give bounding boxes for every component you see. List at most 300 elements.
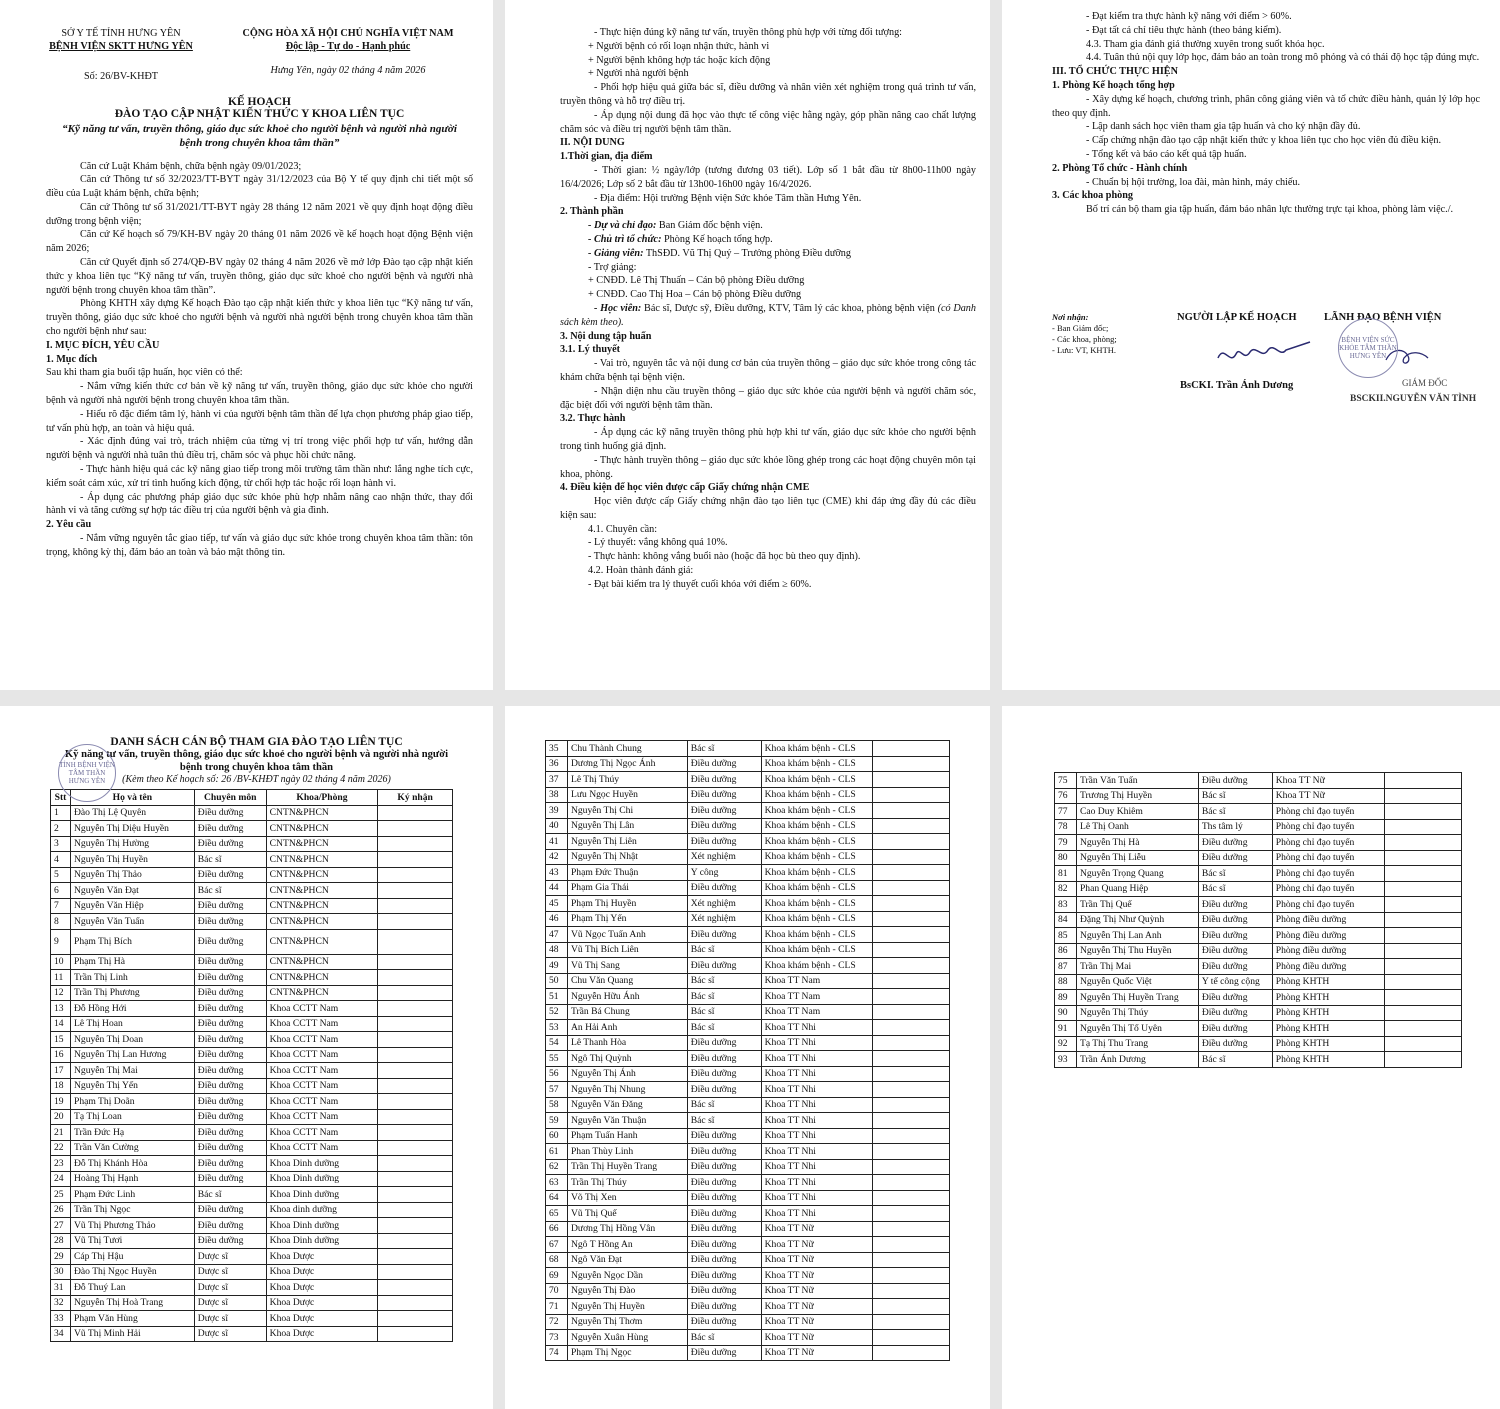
row-sign bbox=[873, 1066, 950, 1082]
table-row bbox=[1055, 1036, 1462, 1052]
row-role: Điều dưỡng bbox=[1198, 1021, 1272, 1037]
country-name: CỘNG HÒA XÃ HỘI CHỦ NGHĨA VIỆT NAM bbox=[242, 28, 454, 39]
row-sign bbox=[873, 973, 950, 989]
row-sign bbox=[1384, 1005, 1461, 1021]
row-name: Cao Duy Khiêm bbox=[1076, 804, 1198, 820]
col-sign: Ký nhận bbox=[378, 790, 453, 806]
row-sign bbox=[378, 1078, 453, 1094]
row-name: Nguyễn Thị Nhung bbox=[567, 1082, 687, 1098]
row-dept: Khoa CCTT Nam bbox=[266, 1063, 378, 1079]
row-dept: Khoa khám bệnh - CLS bbox=[761, 958, 873, 974]
row-dept: Khoa TT Nữ bbox=[761, 1330, 873, 1346]
row-role: Xét nghiệm bbox=[687, 849, 761, 865]
dept-task-1: Bố trí cán bộ tham gia tập huấn, đảm bảo nhân lực thường trực tại khoa, phòng làm việc./. bbox=[1086, 204, 1454, 216]
row-role: Bác sĩ bbox=[687, 1020, 761, 1036]
row-name: Đào Thị Lệ Quyên bbox=[70, 805, 194, 821]
table-row bbox=[546, 1175, 950, 1191]
khth-task-3: - Cấp chứng nhận đào tạo cập nhật kiến thức y khoa liên tục cho học viên đủ điều kiện. bbox=[1086, 135, 1442, 147]
row-role: Điều dưỡng bbox=[194, 1078, 266, 1094]
row-name: Nguyễn Văn Tuấn bbox=[70, 914, 194, 930]
row-name: Phạm Thị Ngọc bbox=[567, 1345, 687, 1361]
assistant-key: - Trợ giảng: bbox=[588, 261, 637, 273]
row-stt: 19 bbox=[51, 1094, 71, 1110]
preparer-name: BsCKI. Trần Ánh Dương bbox=[1180, 380, 1294, 391]
section-2-3-2-heading: 3.2. Thực hành bbox=[560, 413, 626, 425]
row-stt: 66 bbox=[546, 1221, 568, 1237]
row-role: Điều dưỡng bbox=[687, 880, 761, 896]
table-row bbox=[51, 1047, 453, 1063]
row-sign bbox=[378, 1032, 453, 1048]
row-role: Điều dưỡng bbox=[194, 1125, 266, 1141]
admin-task-1: - Chuẩn bị hội trường, loa đài, màn hình, máy chiếu. bbox=[1086, 176, 1301, 188]
row-dept: Khoa Dinh dưỡng bbox=[266, 1171, 378, 1187]
khth-task-1: - Xây dựng kế hoạch, chương trình, phân công giảng viên và tổ chức điều hành, quản lý lớp học theo quy định. bbox=[1052, 93, 1480, 119]
recipients-title: Nơi nhận: bbox=[1052, 312, 1089, 322]
table-row bbox=[546, 1020, 950, 1036]
cme-2-c: - Đạt tất cả chỉ tiêu thực hành (theo bảng kiểm). bbox=[1086, 24, 1282, 36]
row-sign bbox=[1384, 943, 1461, 959]
row-role: Bác sĩ bbox=[687, 989, 761, 1005]
row-name: Trần Văn Tuấn bbox=[1076, 773, 1198, 789]
table-row bbox=[546, 1268, 950, 1284]
organizer-key: - Chủ trì tổ chức: bbox=[588, 233, 662, 245]
table-row bbox=[1055, 974, 1462, 990]
row-dept: Phòng KHTH bbox=[1272, 1036, 1384, 1052]
row-role: Điều dưỡng bbox=[687, 1283, 761, 1299]
cme-1: 4.1. Chuyên cần: bbox=[588, 523, 658, 535]
req-3: - Phối hợp hiệu quả giữa bác sĩ, điều dưỡng và nhân viên xét nghiệm trong quá trình tư vấn, truyền thông và hỗ trợ điều trị. bbox=[560, 82, 976, 107]
row-role: Điều dưỡng bbox=[1198, 959, 1272, 975]
row-stt: 14 bbox=[51, 1016, 71, 1032]
row-stt: 63 bbox=[546, 1175, 568, 1191]
row-stt: 2 bbox=[51, 821, 71, 837]
row-dept: Khoa TT Nữ bbox=[761, 1221, 873, 1237]
table-row bbox=[51, 1249, 453, 1265]
row-stt: 62 bbox=[546, 1159, 568, 1175]
row-name: Đỗ Thị Khánh Hòa bbox=[70, 1156, 194, 1172]
row-role: Y tế công cộng bbox=[1198, 974, 1272, 990]
row-dept: Khoa khám bệnh - CLS bbox=[761, 741, 873, 757]
row-stt: 22 bbox=[51, 1140, 71, 1156]
row-dept: Khoa dinh dưỡng bbox=[266, 1202, 378, 1218]
row-sign bbox=[873, 942, 950, 958]
row-sign bbox=[873, 772, 950, 788]
section-3-1-heading: 1. Phòng Kế hoạch tổng hợp bbox=[1052, 79, 1175, 91]
purpose-3: - Xác định đúng vai trò, trách nhiệm của từng vị trí trong việc phối hợp tư vấn, hướng dẫn người bệnh và người nhà tuân thủ điều trị, chăm sóc và phục hồi chức năng. bbox=[46, 436, 473, 462]
row-name: Nguyễn Thị Ánh bbox=[567, 1066, 687, 1082]
row-stt: 67 bbox=[546, 1237, 568, 1253]
lecturer-key: - Giảng viên: bbox=[588, 247, 644, 259]
table-row bbox=[546, 1299, 950, 1315]
attendee-table-1 bbox=[50, 789, 453, 1342]
row-name: Nguyễn Thị Nhật bbox=[567, 849, 687, 865]
row-dept: CNTN&PHCN bbox=[266, 970, 378, 986]
row-stt: 58 bbox=[546, 1097, 568, 1113]
row-stt: 60 bbox=[546, 1128, 568, 1144]
row-sign bbox=[873, 741, 950, 757]
row-stt: 35 bbox=[546, 741, 568, 757]
plan-title: KẾ HOẠCH bbox=[228, 95, 291, 108]
row-name: Trần Thị Linh bbox=[70, 970, 194, 986]
row-sign bbox=[378, 929, 453, 954]
row-sign bbox=[378, 1311, 453, 1327]
row-name: Phan Thùy Linh bbox=[567, 1144, 687, 1160]
row-role: Điều dưỡng bbox=[194, 914, 266, 930]
row-name: Vũ Thị Sang bbox=[567, 958, 687, 974]
row-dept: Khoa khám bệnh - CLS bbox=[761, 896, 873, 912]
row-stt: 3 bbox=[51, 836, 71, 852]
section-3-2-heading: 2. Phòng Tổ chức - Hành chính bbox=[1052, 162, 1188, 174]
row-sign bbox=[873, 865, 950, 881]
table-row bbox=[51, 898, 453, 914]
row-dept: CNTN&PHCN bbox=[266, 914, 378, 930]
row-stt: 87 bbox=[1055, 959, 1077, 975]
cme-2-b: - Đạt kiểm tra thực hành kỹ năng với điểm > 60%. bbox=[1086, 11, 1292, 22]
row-stt: 34 bbox=[51, 1326, 71, 1342]
row-sign bbox=[1384, 866, 1461, 882]
row-name: Nguyễn Ngọc Dần bbox=[567, 1268, 687, 1284]
basis-1: Căn cứ Luật Khám bệnh, chữa bệnh ngày 09/01/2023; bbox=[80, 160, 302, 172]
row-dept: Khoa Dược bbox=[266, 1326, 378, 1342]
row-sign bbox=[378, 898, 453, 914]
row-role: Y công bbox=[687, 865, 761, 881]
table-row bbox=[51, 1001, 453, 1017]
row-name: Nguyễn Xuân Hùng bbox=[567, 1330, 687, 1346]
row-role: Điều dưỡng bbox=[687, 1175, 761, 1191]
row-name: Nguyễn Thị Thu Huyền bbox=[1076, 943, 1198, 959]
row-dept: CNTN&PHCN bbox=[266, 852, 378, 868]
participants-lead-value: Ban Giám đốc bệnh viện. bbox=[656, 220, 763, 232]
row-stt: 25 bbox=[51, 1187, 71, 1203]
row-dept: Khoa TT Nữ bbox=[761, 1268, 873, 1284]
time-text: - Thời gian: ½ ngày/lớp (tương đương 03 tiết). Lớp số 1 bắt đầu từ 8h00-11h00 ngày 16/4/2026; Lớp số 2 bắt đầu từ 13h00-16h00 ngày 16/4/2026. bbox=[560, 164, 976, 190]
table-row bbox=[546, 1206, 950, 1222]
preparer-title: NGƯỜI LẬP KẾ HOẠCH bbox=[1177, 312, 1297, 323]
table-row bbox=[51, 1233, 453, 1249]
row-sign bbox=[378, 970, 453, 986]
row-dept: Khoa khám bệnh - CLS bbox=[761, 865, 873, 881]
recipient-1: - Ban Giám đốc; bbox=[1052, 323, 1109, 333]
row-sign bbox=[873, 1206, 950, 1222]
section-3-heading: III. TỔ CHỨC THỰC HIỆN bbox=[1052, 66, 1178, 78]
row-name: Hoàng Thị Hạnh bbox=[70, 1171, 194, 1187]
table-row bbox=[546, 756, 950, 772]
purpose-1: - Nắm vững kiến thức cơ bản về kỹ năng tư vấn, truyền thông, giáo dục sức khỏe cho người bệnh và người nhà người bệnh trong chuyên khoa tâm thần. bbox=[46, 381, 473, 407]
theory-2: - Nhận diện nhu cầu truyền thông – giáo dục sức khỏe của người bệnh và người chăm sóc, đặc biệt đối với người bệnh tâm thần. bbox=[560, 385, 976, 411]
table-row bbox=[51, 1156, 453, 1172]
row-stt: 36 bbox=[546, 756, 568, 772]
row-role: Điều dưỡng bbox=[687, 1252, 761, 1268]
table-row bbox=[51, 1140, 453, 1156]
table-row bbox=[1055, 804, 1462, 820]
row-name: Phan Quang Hiệp bbox=[1076, 881, 1198, 897]
row-role: Điều dưỡng bbox=[194, 985, 266, 1001]
row-dept: Khoa TT Nữ bbox=[1272, 788, 1384, 804]
row-stt: 48 bbox=[546, 942, 568, 958]
cme-intro: Học viên được cấp Giấy chứng nhận đào tạo liên tục (CME) khi đáp ứng đầy đủ các điều kiện sau: bbox=[560, 496, 976, 521]
row-stt: 23 bbox=[51, 1156, 71, 1172]
row-role: Điều dưỡng bbox=[194, 821, 266, 837]
row-role: Điều dưỡng bbox=[687, 818, 761, 834]
row-dept: Khoa TT Nữ bbox=[761, 1299, 873, 1315]
table-row bbox=[546, 772, 950, 788]
row-dept: Khoa TT Nhi bbox=[761, 1113, 873, 1129]
row-name: Phạm Thị Hà bbox=[70, 954, 194, 970]
row-stt: 15 bbox=[51, 1032, 71, 1048]
row-stt: 80 bbox=[1055, 850, 1077, 866]
director-name: BSCKII.NGUYỄN VĂN TÌNH bbox=[1350, 394, 1477, 404]
row-sign bbox=[378, 1280, 453, 1296]
recipients bbox=[1052, 312, 1117, 356]
requirement-1: - Nắm vững nguyên tắc giao tiếp, tư vấn và giáo dục sức khỏe trong chuyên khoa tâm thần: tôn trọng, không kỳ thị, đảm bảo an toàn và bảo mật thông tin. bbox=[46, 533, 473, 558]
row-stt: 76 bbox=[1055, 788, 1077, 804]
table-row bbox=[1055, 788, 1462, 804]
row-role: Điều dưỡng bbox=[194, 1109, 266, 1125]
row-stt: 89 bbox=[1055, 990, 1077, 1006]
row-name: An Hải Anh bbox=[567, 1020, 687, 1036]
table-row bbox=[51, 883, 453, 899]
row-sign bbox=[1384, 928, 1461, 944]
row-stt: 52 bbox=[546, 1004, 568, 1020]
row-role: Điều dưỡng bbox=[194, 1218, 266, 1234]
row-role: Điều dưỡng bbox=[194, 805, 266, 821]
row-role: Điều dưỡng bbox=[687, 1268, 761, 1284]
req-2-c: + Người nhà người bệnh bbox=[588, 68, 689, 80]
table-row bbox=[1055, 990, 1462, 1006]
row-dept: CNTN&PHCN bbox=[266, 883, 378, 899]
row-dept: Phòng chỉ đạo tuyến bbox=[1272, 819, 1384, 835]
table-row bbox=[546, 1345, 950, 1361]
table-row bbox=[51, 914, 453, 930]
table-row bbox=[546, 834, 950, 850]
row-dept: Khoa khám bệnh - CLS bbox=[761, 787, 873, 803]
row-sign bbox=[873, 1252, 950, 1268]
row-stt: 39 bbox=[546, 803, 568, 819]
row-role: Điều dưỡng bbox=[687, 1299, 761, 1315]
row-dept: Khoa CCTT Nam bbox=[266, 1016, 378, 1032]
row-role: Bác sĩ bbox=[687, 1004, 761, 1020]
table-row bbox=[546, 1113, 950, 1129]
col-role: Chuyên môn bbox=[194, 790, 266, 806]
purpose-intro: Sau khi tham gia buổi tập huấn, học viên có thể: bbox=[46, 367, 243, 379]
row-role: Ths tâm lý bbox=[1198, 819, 1272, 835]
row-name: Lê Thanh Hòa bbox=[567, 1035, 687, 1051]
row-name: Lê Thị Oanh bbox=[1076, 819, 1198, 835]
row-role: Điều dưỡng bbox=[687, 1221, 761, 1237]
row-role: Điều dưỡng bbox=[1198, 990, 1272, 1006]
row-sign bbox=[1384, 804, 1461, 820]
row-dept: Khoa CCTT Nam bbox=[266, 1001, 378, 1017]
row-name: Trần Thị Thúy bbox=[567, 1175, 687, 1191]
row-role: Điều dưỡng bbox=[687, 772, 761, 788]
row-dept: Khoa TT Nhi bbox=[761, 1051, 873, 1067]
row-role: Điều dưỡng bbox=[194, 898, 266, 914]
row-stt: 93 bbox=[1055, 1052, 1077, 1068]
row-sign bbox=[1384, 959, 1461, 975]
row-stt: 31 bbox=[51, 1280, 71, 1296]
row-dept: Khoa TT Nữ bbox=[761, 1252, 873, 1268]
row-stt: 86 bbox=[1055, 943, 1077, 959]
practice-1: - Áp dụng các kỹ năng truyền thông phù hợp khi tư vấn, giáo dục sức khỏe cho người bệnh trong tình huống giả định. bbox=[560, 427, 976, 452]
req-2-b: + Người bệnh không hợp tác hoặc kích động bbox=[588, 54, 771, 66]
row-role: Điều dưỡng bbox=[1198, 897, 1272, 913]
row-dept: Khoa Dược bbox=[266, 1280, 378, 1296]
table-row bbox=[546, 880, 950, 896]
table-row bbox=[1055, 835, 1462, 851]
row-sign bbox=[873, 834, 950, 850]
row-name: Nguyễn Thị Hường bbox=[70, 836, 194, 852]
table-row bbox=[546, 896, 950, 912]
row-dept: Khoa khám bệnh - CLS bbox=[761, 803, 873, 819]
row-name: Đặng Thị Như Quỳnh bbox=[1076, 912, 1198, 928]
table-row bbox=[1055, 1052, 1462, 1068]
row-dept: Phòng KHTH bbox=[1272, 974, 1384, 990]
row-dept: Khoa TT Nam bbox=[761, 973, 873, 989]
row-role: Điều dưỡng bbox=[194, 1032, 266, 1048]
row-stt: 24 bbox=[51, 1171, 71, 1187]
row-name: Nguyễn Thị Diệu Huyền bbox=[70, 821, 194, 837]
table-row bbox=[546, 1237, 950, 1253]
row-sign bbox=[378, 1264, 453, 1280]
row-name: Nguyễn Thị Huyền bbox=[70, 852, 194, 868]
col-dept: Khoa/Phòng bbox=[266, 790, 378, 806]
row-stt: 77 bbox=[1055, 804, 1077, 820]
row-name: Lê Thị Thúy bbox=[567, 772, 687, 788]
row-name: Đỗ Thuý Lan bbox=[70, 1280, 194, 1296]
recipient-2: - Các khoa, phòng; bbox=[1052, 334, 1117, 344]
table-row bbox=[1055, 959, 1462, 975]
row-sign bbox=[378, 1125, 453, 1141]
table-row bbox=[1055, 943, 1462, 959]
row-role: Điều dưỡng bbox=[194, 1063, 266, 1079]
row-stt: 1 bbox=[51, 805, 71, 821]
row-stt: 74 bbox=[546, 1345, 568, 1361]
row-stt: 59 bbox=[546, 1113, 568, 1129]
row-dept: Khoa khám bệnh - CLS bbox=[761, 849, 873, 865]
row-name: Tạ Thị Thu Trang bbox=[1076, 1036, 1198, 1052]
list-topic: Kỹ năng tư vấn, truyền thông, giáo dục sức khoẻ cho người bệnh và người nhà người bệnh trong chuyên khoa tâm thần bbox=[64, 749, 449, 773]
row-role: Điều dưỡng bbox=[687, 1144, 761, 1160]
row-stt: 50 bbox=[546, 973, 568, 989]
row-role: Điều dưỡng bbox=[194, 1171, 266, 1187]
table-row bbox=[51, 1109, 453, 1125]
row-dept: Phòng điều dưỡng bbox=[1272, 959, 1384, 975]
row-name: Phạm Thị Yến bbox=[567, 911, 687, 927]
row-stt: 45 bbox=[546, 896, 568, 912]
row-name: Vũ Thị Bích Liên bbox=[567, 942, 687, 958]
table-row bbox=[546, 1190, 950, 1206]
row-sign bbox=[378, 1233, 453, 1249]
row-sign bbox=[873, 880, 950, 896]
row-name: Nguyễn Thị Huyền Trang bbox=[1076, 990, 1198, 1006]
basis-6: Phòng KHTH xây dựng Kế hoạch Đào tạo cập nhật kiến thức y khoa liên tục “Kỹ năng tư vấn, truyền thông, giáo dục sức khoẻ cho người bệnh và người nhà người bệnh trong chuyên khoa tâm thần cho người bệnh như sau: bbox=[46, 298, 473, 338]
row-stt: 51 bbox=[546, 989, 568, 1005]
row-name: Nguyễn Thị Tố Uyên bbox=[1076, 1021, 1198, 1037]
row-stt: 68 bbox=[546, 1252, 568, 1268]
row-role: Điều dưỡng bbox=[1198, 835, 1272, 851]
row-role: Điều dưỡng bbox=[194, 1047, 266, 1063]
row-sign bbox=[1384, 912, 1461, 928]
row-stt: 9 bbox=[51, 929, 71, 954]
row-role: Bác sĩ bbox=[1198, 881, 1272, 897]
row-name: Đỗ Hồng Hới bbox=[70, 1001, 194, 1017]
row-name: Phạm Thị Doãn bbox=[70, 1094, 194, 1110]
page-4 bbox=[0, 706, 493, 1409]
row-sign bbox=[873, 1330, 950, 1346]
attendee-rows-2 bbox=[546, 741, 950, 1361]
row-role: Bác sĩ bbox=[687, 973, 761, 989]
col-name: Họ và tên bbox=[70, 790, 194, 806]
table-row bbox=[546, 1066, 950, 1082]
row-name: Phạm Đức Thuận bbox=[567, 865, 687, 881]
row-stt: 33 bbox=[51, 1311, 71, 1327]
row-sign bbox=[1384, 1021, 1461, 1037]
row-role: Điều dưỡng bbox=[687, 803, 761, 819]
row-name: Nguyễn Hữu Ánh bbox=[567, 989, 687, 1005]
table-row bbox=[51, 836, 453, 852]
row-dept: Phòng điều dưỡng bbox=[1272, 928, 1384, 944]
table-row bbox=[546, 818, 950, 834]
row-dept: Khoa TT Nữ bbox=[761, 1283, 873, 1299]
row-sign bbox=[1384, 773, 1461, 789]
row-stt: 6 bbox=[51, 883, 71, 899]
row-sign bbox=[873, 1345, 950, 1361]
row-stt: 21 bbox=[51, 1125, 71, 1141]
row-role: Dược sĩ bbox=[194, 1280, 266, 1296]
row-sign bbox=[378, 1171, 453, 1187]
row-name: Nguyễn Trọng Quang bbox=[1076, 866, 1198, 882]
cme-3: 4.3. Tham gia đánh giá thường xuyên trong suốt khóa học. bbox=[1086, 38, 1325, 50]
row-dept: Khoa CCTT Nam bbox=[266, 1094, 378, 1110]
table-row bbox=[546, 1051, 950, 1067]
row-dept: CNTN&PHCN bbox=[266, 985, 378, 1001]
row-dept: Phòng chỉ đạo tuyến bbox=[1272, 804, 1384, 820]
basis-3: Căn cứ Thông tư số 31/2021/TT-BYT ngày 28 tháng 12 năm 2021 về quy định hoạt động điều dưỡng trong bệnh viện; bbox=[46, 201, 473, 227]
req-2-a: + Người bệnh có rối loạn nhận thức, hành vi bbox=[588, 40, 770, 52]
participants-lead-key: - Dự và chỉ đạo: bbox=[588, 220, 657, 232]
row-sign bbox=[378, 883, 453, 899]
row-sign bbox=[873, 958, 950, 974]
row-sign bbox=[873, 1035, 950, 1051]
row-name: Nguyễn Văn Thuận bbox=[567, 1113, 687, 1129]
section-2-2-heading: 2. Thành phần bbox=[560, 206, 624, 218]
table-row bbox=[546, 741, 950, 757]
section-2-3-heading: 3. Nội dung tập huấn bbox=[560, 330, 652, 342]
row-stt: 82 bbox=[1055, 881, 1077, 897]
row-stt: 70 bbox=[546, 1283, 568, 1299]
row-dept: Khoa TT Nhi bbox=[761, 1159, 873, 1175]
row-stt: 46 bbox=[546, 911, 568, 927]
section-1-2-heading: 2. Yêu cầu bbox=[46, 519, 92, 531]
row-sign bbox=[873, 1299, 950, 1315]
row-dept: Khoa TT Nhi bbox=[761, 1144, 873, 1160]
row-dept: Khoa TT Nhi bbox=[761, 1175, 873, 1191]
table-row bbox=[546, 1082, 950, 1098]
row-role: Điều dưỡng bbox=[194, 1140, 266, 1156]
table-row bbox=[51, 1326, 453, 1342]
org-name: SỞ Y TẾ TỈNH HƯNG YÊN bbox=[61, 28, 181, 39]
row-stt: 4 bbox=[51, 852, 71, 868]
row-sign bbox=[1384, 990, 1461, 1006]
table-row bbox=[51, 821, 453, 837]
table-row bbox=[546, 865, 950, 881]
row-role: Điều dưỡng bbox=[687, 1206, 761, 1222]
row-dept: Phòng chỉ đạo tuyến bbox=[1272, 897, 1384, 913]
place-text: - Địa điểm: Hội trường Bệnh viện Sức khỏe Tâm thần Hưng Yên. bbox=[594, 192, 862, 204]
row-role: Bác sĩ bbox=[1198, 804, 1272, 820]
table-row bbox=[51, 1218, 453, 1234]
row-sign bbox=[378, 954, 453, 970]
